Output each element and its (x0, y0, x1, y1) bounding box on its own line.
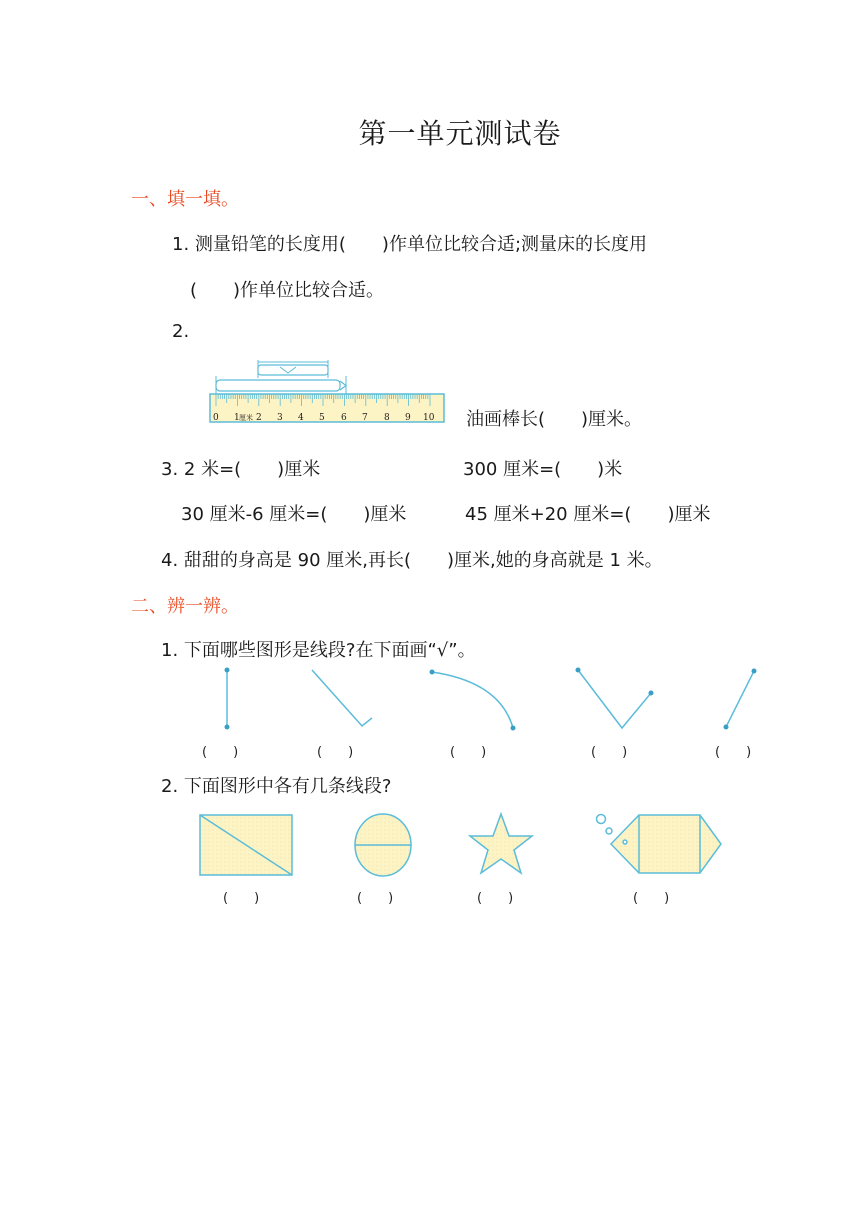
question-3d: 45 厘米+20 厘米=( )厘米 (465, 504, 711, 525)
shape-answer-3[interactable]: ( ) (477, 891, 514, 906)
ruler-label-1: 1 (234, 413, 240, 423)
page-title: 第一单元测试卷 (358, 117, 562, 150)
ruler-label-10: 10 (423, 413, 435, 423)
ruler-label-8: 8 (384, 413, 390, 423)
ruler-label-2: 2 (256, 413, 262, 423)
star-shape (470, 814, 532, 873)
question-1-line-2: ( )作单位比较合适。 (190, 280, 385, 301)
section-1-heading: 一、填一填。 (131, 189, 239, 210)
shape-answer-1[interactable]: ( ) (223, 891, 260, 906)
ruler-unit: 厘米 (239, 414, 253, 422)
circle-with-chord (355, 814, 411, 876)
fish-shape (597, 815, 722, 874)
ruler-label-7: 7 (362, 413, 368, 423)
rectangle-with-diagonal (200, 815, 292, 875)
answer-slot-4[interactable]: ( ) (591, 745, 628, 760)
section-2-question-1: 1. 下面哪些图形是线段?在下面画“√”。 (161, 640, 476, 661)
answer-slot-5[interactable]: ( ) (715, 745, 752, 760)
figure-segment-diagonal (726, 671, 754, 727)
section-2-heading: 二、辨一辨。 (131, 596, 239, 617)
question-2-number: 2. (172, 321, 190, 342)
answer-slot-3[interactable]: ( ) (450, 745, 487, 760)
shape-answer-4[interactable]: ( ) (633, 891, 670, 906)
question-3b: 300 厘米=( )米 (463, 459, 623, 480)
ruler-label-4: 4 (298, 413, 304, 423)
shape-figures (0, 805, 860, 885)
ruler-label-9: 9 (405, 413, 411, 423)
answer-slot-1[interactable]: ( ) (202, 745, 239, 760)
section-2-question-2: 2. 下面图形中各有几条线段? (161, 776, 392, 797)
question-3c: 30 厘米-6 厘米=( )厘米 (181, 504, 407, 525)
figure-ray (312, 670, 372, 726)
ruler-label-3: 3 (277, 413, 283, 423)
question-4: 4. 甜甜的身高是 90 厘米,再长( )厘米,她的身高就是 1 米。 (161, 550, 663, 571)
ruler-label-5: 5 (319, 413, 325, 423)
question-2-text: 油画棒长( )厘米。 (466, 409, 643, 430)
crayon-icon (216, 360, 346, 394)
ruler-label-6: 6 (341, 413, 347, 423)
figure-curve (432, 672, 513, 728)
question-1-line-1: 1. 测量铅笔的长度用( )作单位比较合适;测量床的长度用 (172, 234, 648, 255)
shape-answer-2[interactable]: ( ) (357, 891, 394, 906)
line-figures (0, 660, 860, 740)
ruler-figure (210, 358, 450, 428)
answer-slot-2[interactable]: ( ) (317, 745, 354, 760)
ruler-label-0: 0 (213, 413, 219, 423)
question-3a: 3. 2 米=( )厘米 (161, 459, 321, 480)
figure-angle (578, 670, 651, 728)
